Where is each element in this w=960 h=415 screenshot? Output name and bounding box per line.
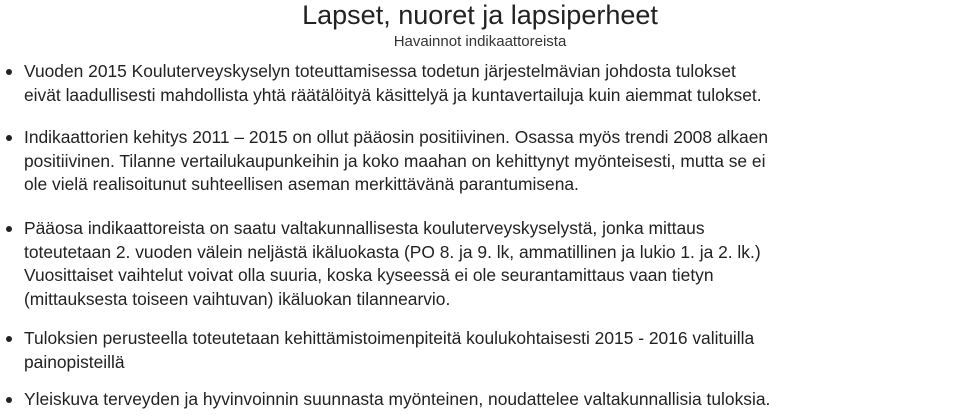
bullet-text: Vuoden 2015 Kouluterveyskyselyn toteuttamisessa todetun järjestelmävian johdosta tulokset eivät laadullisesti mahdollista yhtä räätälöityä käsittelyä ja kuntavertailuja kuin aiemmat tulokset.: [24, 61, 762, 105]
bullet-dot-icon: [6, 397, 12, 403]
bullet-text: Yleiskuva terveyden ja hyvinvoinnin suunnasta myönteinen, noudattelee valtakunnallisia tuloksia.: [24, 389, 771, 409]
bullet-text: Tuloksien perusteella toteutetaan kehittämistoimenpiteitä koulukohtaisesti 2015 - 2016 valituilla painopisteillä: [24, 328, 755, 372]
bullet-dot-icon: [6, 135, 12, 141]
bullet-text: Pääosa indikaattoreista on saatu valtakunnallisesta kouluterveyskyselystä, jonka mittaus toteutetaan 2. vuoden välein neljästä ikäluokasta (PO 8. ja 9. lk, ammatillinen ja lukio 1. ja 2. lk.) Vuosittaiset vaihtelut voivat olla suuria, koska kyseessä ei ole seurantamittaus vaan tietyn (mittauksesta toiseen vaihtuvan) ikäluokan tilannearvio.: [24, 218, 761, 309]
bullet-text: Indikaattorien kehitys 2011 – 2015 on ollut pääosin positiivinen. Osassa myös trendi 2008 alkaen positiivinen. Tilanne vertailukaupunkeihin ja koko maahan on kehittynyt myönteisesti, mutta se ei ole vielä realisoitunut suhteellisen aseman merkittävänä parantumisena.: [24, 127, 769, 194]
bullet-dot-icon: [6, 226, 12, 232]
slide-subtitle: Havainnot indikaattoreista: [393, 33, 567, 50]
slide-title: Lapset, nuoret ja lapsiperheet: [302, 0, 658, 30]
bullet-dot-icon: [6, 69, 12, 75]
bullet-dot-icon: [6, 336, 12, 342]
